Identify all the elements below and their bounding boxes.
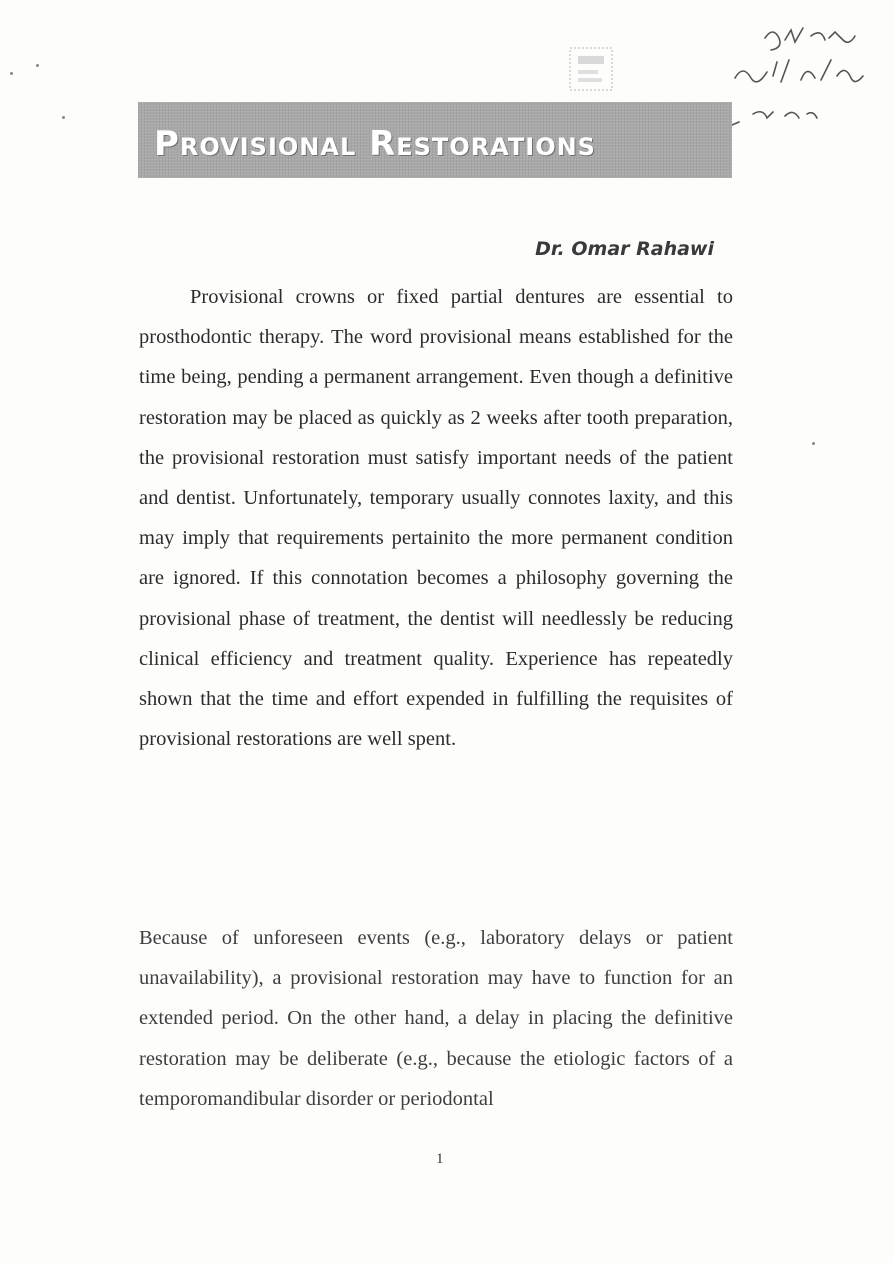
author-name: Dr. Omar Rahawi [535,238,714,260]
handwritten-note-icon [725,18,885,138]
library-stamp-icon [566,44,616,94]
scan-speck [812,442,815,445]
document-title: Provisional Restorations [154,124,596,164]
scan-speck [36,64,39,67]
scan-speck [10,72,13,75]
page-number: 1 [436,1151,444,1167]
scan-speck [62,116,65,119]
title-banner [138,102,732,178]
body-paragraph-2: Because of unforeseen events (e.g., laboratory delays or patient unavailability), a provisional restoration may have to function for an extended period. On the other hand, a delay in placing the definitive restoration may be deliberate (e.g., because the etiologic factors of a temporomandibular disorder or periodontal [139,927,733,1110]
body-paragraph-1: Provisional crowns or fixed partial dentures are essential to prosthodontic therapy. The word provisional means established for the time being, pending a permanent arrangement. Even though a definitive restoration may be placed as quickly as 2 weeks after tooth preparation, the provisional restoration must satisfy important needs of the patient and dentist. Unfortunately, temporary usually connotes laxity, and this may imply that requirements pertainito the more permanent condition are ignored. If this connotation becomes a philosophy governing the provisional phase of treatment, the dentist will needlessly be reducing clinical efficiency and treatment quality. Experience has repeatedly shown that the time and effort expended in fulfilling the requisites of provisional restorations are well spent. [139,286,733,751]
